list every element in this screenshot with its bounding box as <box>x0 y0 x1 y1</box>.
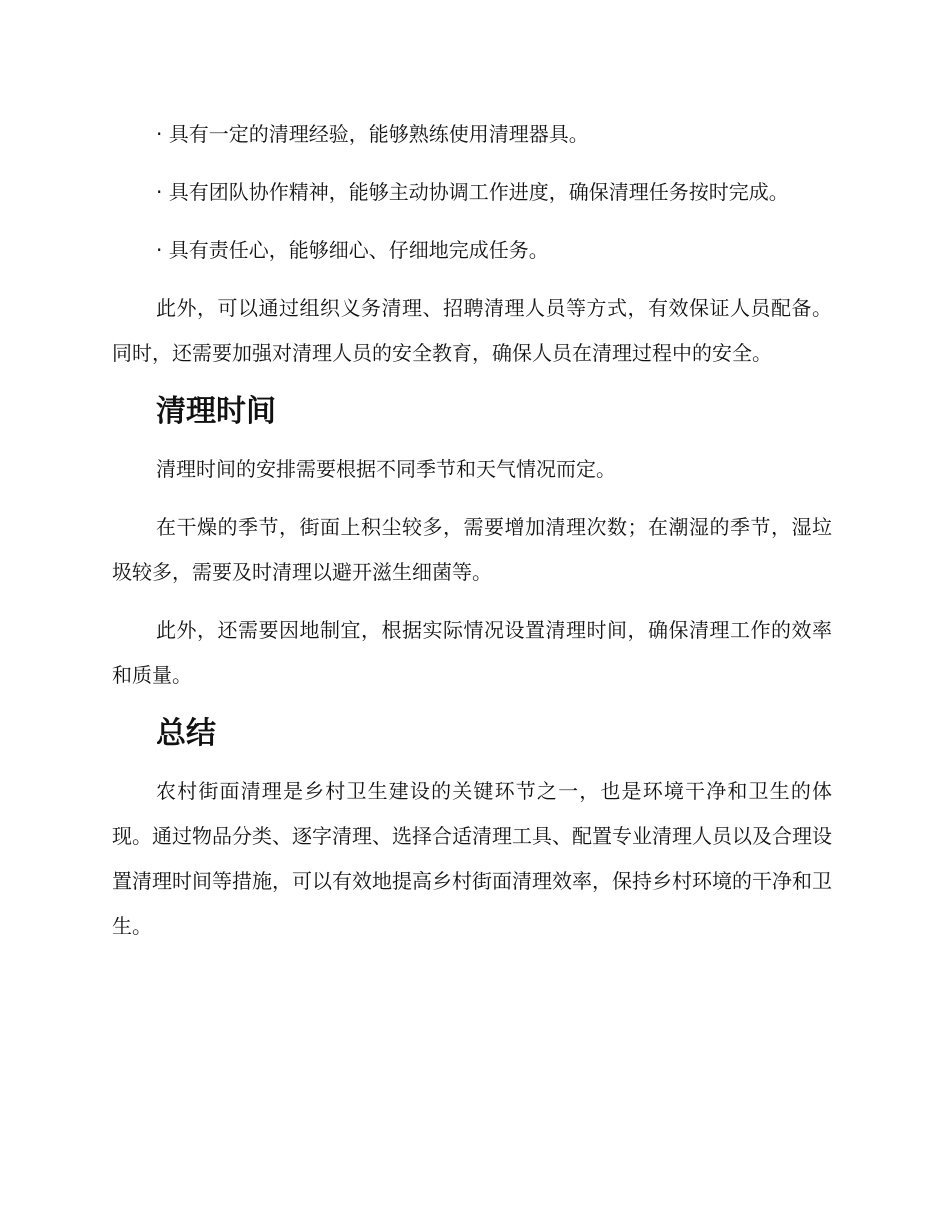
document-body <box>112 112 832 962</box>
cleaning-time-paragraph-3: 此外，还需要因地制宜，根据实际情况设置清理时间，确保清理工作的效率和质量。 <box>112 618 832 687</box>
section-heading-summary: 总结 <box>156 716 216 751</box>
cleaning-time-paragraph-1: 清理时间的安排需要根据不同季节和天气情况而定。 <box>156 457 616 481</box>
bullet-cleaning-experience: · 具有一定的清理经验，能够熟练使用清理器具。 <box>156 122 589 146</box>
cleaning-time-paragraph-2: 在干燥的季节，街面上积尘较多，需要增加清理次数；在潮湿的季节，湿垃圾较多，需要及时清理以避开滋生细菌等。 <box>112 515 832 584</box>
staffing-paragraph: 此外，可以通过组织义务清理、招聘清理人员等方式，有效保证人员配备。同时，还需要加强对清理人员的安全教育，确保人员在清理过程中的安全。 <box>112 296 832 365</box>
section-heading-cleaning-time: 清理时间 <box>156 394 276 429</box>
summary-paragraph: 农村街面清理是乡村卫生建设的关键环节之一，也是环境干净和卫生的体现。通过物品分类、逐字清理、选择合适清理工具、配置专业清理人员以及合理设置清理时间等措施，可以有效地提高乡村街面清理效率，保持乡村环境的干净和卫生。 <box>112 779 832 938</box>
bullet-responsibility: · 具有责任心，能够细心、仔细地完成任务。 <box>156 238 549 262</box>
bullet-teamwork: · 具有团队协作精神，能够主动协调工作进度，确保清理任务按时完成。 <box>156 180 789 204</box>
